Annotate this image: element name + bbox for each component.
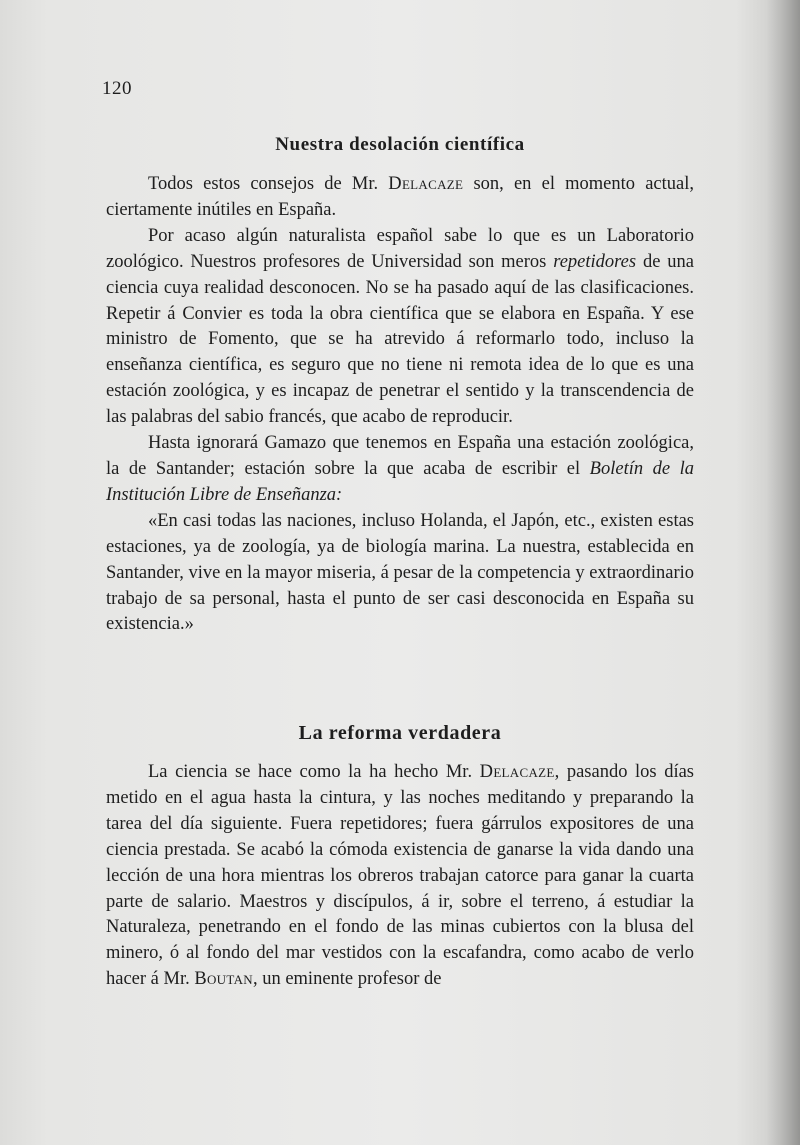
section-heading-reforma: La reforma verdadera xyxy=(298,722,502,744)
page-number: 120 xyxy=(102,78,132,99)
section-heading-desolacion: Nuestra desolación científica xyxy=(275,134,525,155)
section-body-desolacion xyxy=(106,172,694,638)
paragraph: La ciencia se hace como la ha hecho Mr. Delacaze, pasando los días metido en el agua hasta la cintura, y las noches meditando y preparando la tarea del día siguiente. Fuera repetidores; fuera gárrulos expositores de una ciencia prestada. Se acabó la cómoda existencia de ganarse la vida dando una lección de una hora mientras los obreros trabajan catorce para ganar la cuarta parte de salario. Maestros y discípulos, á ir, sobre el terreno, á estudiar la Naturaleza, penetrando en el fondo de las minas cubiertos con la blusa del minero, ó al fondo del mar vestidos con la escafandra, como acabo de verlo hacer á Mr. Boutan, un eminente profesor de xyxy=(106,762,694,990)
paragraph: Todos estos consejos de Mr. Delacaze son, en el momento actual, ciertamente inútiles en España. xyxy=(106,174,694,220)
author-name: Delacaze xyxy=(479,762,555,782)
emphasis: repetidores xyxy=(553,251,637,272)
publication-title: Boletín de la Institución Libre de Enseñanza: xyxy=(106,458,694,505)
section-body-reforma xyxy=(106,760,694,993)
author-name: Boutan xyxy=(194,969,253,990)
page-edge-shadow xyxy=(766,0,800,1145)
paragraph: Hasta ignorará Gamazo que tenemos en España una estación zoológica, la de Santander; estación sobre la que acaba de escribir el Boletín de la Institución Libre de Enseñanza: xyxy=(106,433,694,505)
quotation-paragraph: «En casi todas las naciones, incluso Holanda, el Japón, etc., existen estas estaciones, ya de zoología, ya de biología marina. La nuestra, establecida en Santander, vive en la mayor miseria, á pesar de la competencia y extraordinario trabajo de sa personal, hasta el punto de ser casi desconocida en España su existencia.» xyxy=(106,510,694,635)
paragraph: Por acaso algún naturalista español sabe lo que es un Laboratorio zoológico. Nuestros profesores de Universidad son meros repetidores de una ciencia cuya realidad desconocen. No se ha pasado aquí de las clasificaciones. Repetir á Convier es toda la obra científica que se elabora en España. Y ese ministro de Fomento, que se ha atrevido á reformarlo todo, incluso la enseñanza científica, es seguro que no tiene ni remota idea de lo que es una estación zoológica, y es incapaz de penetrar el sentido y la transcendencia de las palabras del sabio francés, que acabo de reproducir. xyxy=(106,225,694,428)
author-name: Delacaze xyxy=(388,174,464,194)
